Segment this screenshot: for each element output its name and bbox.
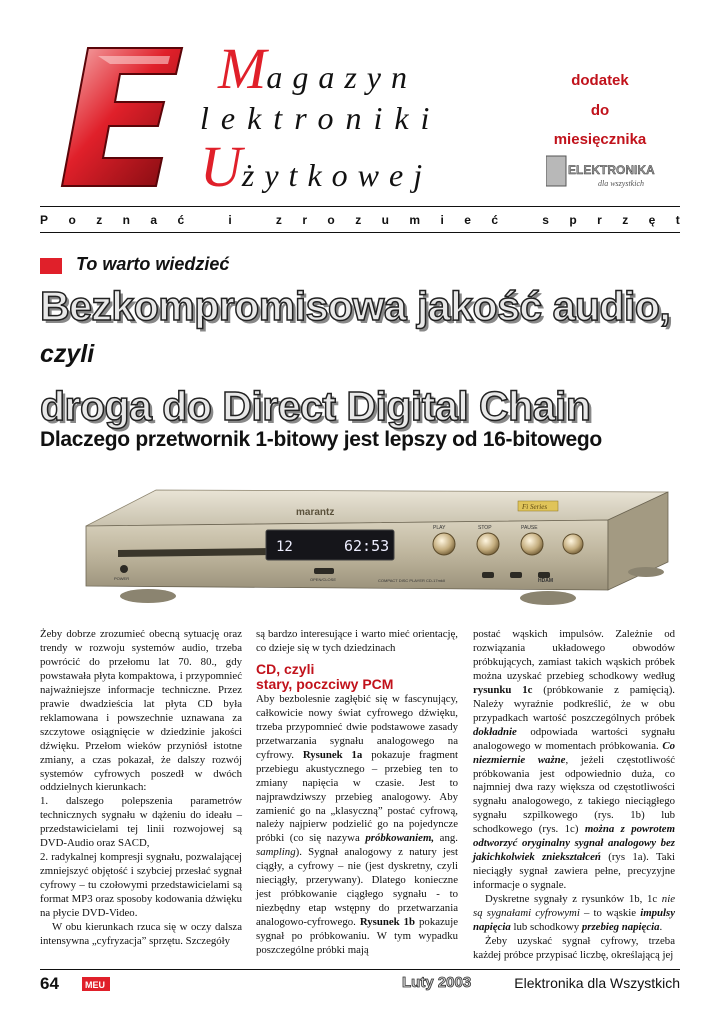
motto-letter [518,213,521,227]
motto-letter: o [68,213,76,227]
column-heading: CD, czyli stary, poczciwy PCM [256,660,394,692]
mini-logo-subtitle: dla wszystkich [598,179,644,188]
magazine-logo-e [58,44,186,190]
motto-letter: z [275,213,282,227]
paragraph: 1. dalszego polepszenia parametrów technicznych sygnału w dążeniu do ideału – przedstawicielami tej linii rozwojowej są DVD-Audio oraz SACD, [40,795,242,850]
paragraph: Dyskretne sygnały z rysunków 1b, 1c nie są sygnałami cyfrowymi – to wąskie impulsy napięcia lub schodkowy przebieg napięcia. [473,893,675,934]
power-label: POWER [114,576,130,581]
supplement-text: miesięcznika [553,131,647,148]
paragraph: Aby bezbolesnie zagłębić się w fascynujący, całkowicie nowy świat cyfrowego dźwięku, trzeba przypomnieć dwie podstawowe zasady przetwarzania sygnału analogowego na cyfrowy. Rysunek 1a pokazuje fragment przebiegu akustycznego – przebieg ten to zmiany napięcia w czasie. Jest to najprawdziwszy przebieg analogowy. Aby zamienić go na „klasyczną” postać cyfrową, należy najpierw podzielić go na pojedyncze próbki (co się nazywa próbkowaniem, ang. sampling). Sygnał analogowy z natury jest ciągły, a cyfrowy – nie (jest dyskretny, czyli nieciągły, przerywany). Dlatego konieczne jest próbkowanie ciągłego sygnału - to niezbędny etap wstępny do przetwarzania analogowo-cyfrowego. Rysunek 1b pokazuje sygnał po próbkowaniu. W tym wypadku poszczególne próbki mają [256,692,458,957]
article-column-3 [473,628,675,963]
motto-letter: z [622,213,629,227]
paragraph: są bardzo interesujące i warto mieć orientację, co dzieje się w tych dziedzinach [256,628,458,654]
headline-czyli: czyli [40,340,95,368]
page-number: 64 [40,974,59,993]
motto-letter: e [464,213,471,227]
motto-letter: m [409,213,421,227]
motto-letter: u [381,213,389,227]
series-badge: Fi Series [522,503,548,511]
paragraph: Żeby dobrze zrozumieć obecną sytuację oraz trendy w rozwoju systemów audio, trzeba powrócić do przełomu lat 70. 80., gdy powstawała płyta kompaktowa, i przypomnieć najważniejsze informacje techniczne. Przez prawie dwadzieścia lat płyta CD była reklamowana i powszechnie uznawana za szczytowe osiągnięcie w dziedzinie jakości dźwięku. Przełom wieków przyniósł istotne zmiany, a czas pokazał, że dalszy rozwój systemów cyfrowych poszedł w dwóch oddzielnych kierunkach: [40,628,242,794]
motto-letter: r [302,213,307,227]
footer-rule [40,969,680,970]
motto-tagline [40,213,680,227]
article-column-1 [40,628,242,949]
button-label: PAUSE [521,525,538,531]
display-time: 62:53 [344,537,390,555]
supplement-text: do [590,102,610,119]
hdam-label: HDAM [538,578,553,584]
motto-letter: t [675,213,680,227]
article-column-2 [256,628,458,958]
motto-letter: P [40,213,49,227]
magazine-name: Elektronika dla Wszystkich [514,975,680,991]
header-rule [40,232,680,233]
motto-letter: s [542,213,549,227]
supplement-text: dodatek [571,72,629,89]
button-label: PLAY [433,525,446,531]
masthead-line-magazyn: Magazyn [218,36,417,101]
subheadline: Dlaczego przetwornik 1-bitowy jest lepszy od 16-bitowego [40,428,602,451]
motto-letter [252,213,255,227]
motto-letter: z [355,213,362,227]
mini-logo-title: ELEKTRONIKA [568,163,655,177]
motto-letter: o [327,213,335,227]
motto-letter: i [440,213,444,227]
masthead-line-elektroniki: lektroniki [200,100,442,136]
motto-letter: a [150,213,158,227]
headline-line1: Bezkompromisowa jakość audio, [40,283,671,329]
display-track: 12 [276,539,293,555]
paragraph: postać wąskich impulsów. Zależnie od rozwiązania układowego obwodów próbkujących, zamiast takich wąskich próbek można uzyskać przebieg schodkowy według rysunku 1c (próbkowanie z pamięcią). Należy wyraźnie podkreślić, że w obu przypadkach wartość poszczególnych próbek dokładnie odpowiada wartości sygnału analogowego w momentach próbkowania. Co niezmiernie ważne, jeżeli częstotliwość próbkowania jest odpowiednio duża, co najmniej dwa razy większa od częstotliwości sygnału analogowego, z takiego nieciągłego sygnału szpilkowego (rys. 1b) lub schodkowego (rys. 1c) można z powrotem odtworzyć oryginalny sygnał analogowy bez jakichkolwiek zniekształceń (rys 1a). Taki nieciągły sygnał zawiera pełne, precyzyjne informacje o sygnale. [473,628,675,892]
svg-text:MEU: MEU [85,980,105,990]
cd-player-photo [48,468,688,620]
header-rule [40,206,680,207]
motto-letter: r [597,213,602,227]
elektronika-mini-logo [546,154,658,190]
motto-letter: ć [491,213,499,227]
meu-small-logo [82,977,110,991]
motto-letter: ć [177,213,185,227]
motto-letter: z [96,213,103,227]
headline-line3: droga do Direct Digital Chain [40,383,591,429]
motto-letter: n [122,213,130,227]
section-label: To warto wiedzieć [76,254,230,274]
paragraph: W obu kierunkach rzuca się w oczy dalsza intensywna „cyfryzacja” sprzętu. Szczegóły [40,921,242,947]
open-close-label: OPEN/CLOSE [310,577,337,582]
motto-letter [205,213,208,227]
button-label: STOP [478,525,492,531]
motto-letter: ę [648,213,656,227]
section-marker [40,258,62,274]
paragraph: 2. radykalnej kompresji sygnału, pozwalającej zmniejszyć objętość i szybciej przesłać sygnał cyfrowy – tu czołowymi przedstawicielami są format MP3 oraz sposoby kodowania dźwięku na płycie DVD-Video. [40,851,242,920]
issue-date: Luty 2003 [402,974,472,991]
motto-letter: i [228,213,232,227]
paragraph: Żeby uzyskać sygnał cyfrowy, trzeba każdej próbce przypisać liczbę, określającą jej [473,934,675,961]
brand-label: marantz [296,507,335,518]
masthead-line-uzytkowej: Użytkowej [200,134,433,199]
model-label: COMPACT DISC PLAYER CD-17mkII [378,578,446,583]
motto-letter: p [569,213,577,227]
